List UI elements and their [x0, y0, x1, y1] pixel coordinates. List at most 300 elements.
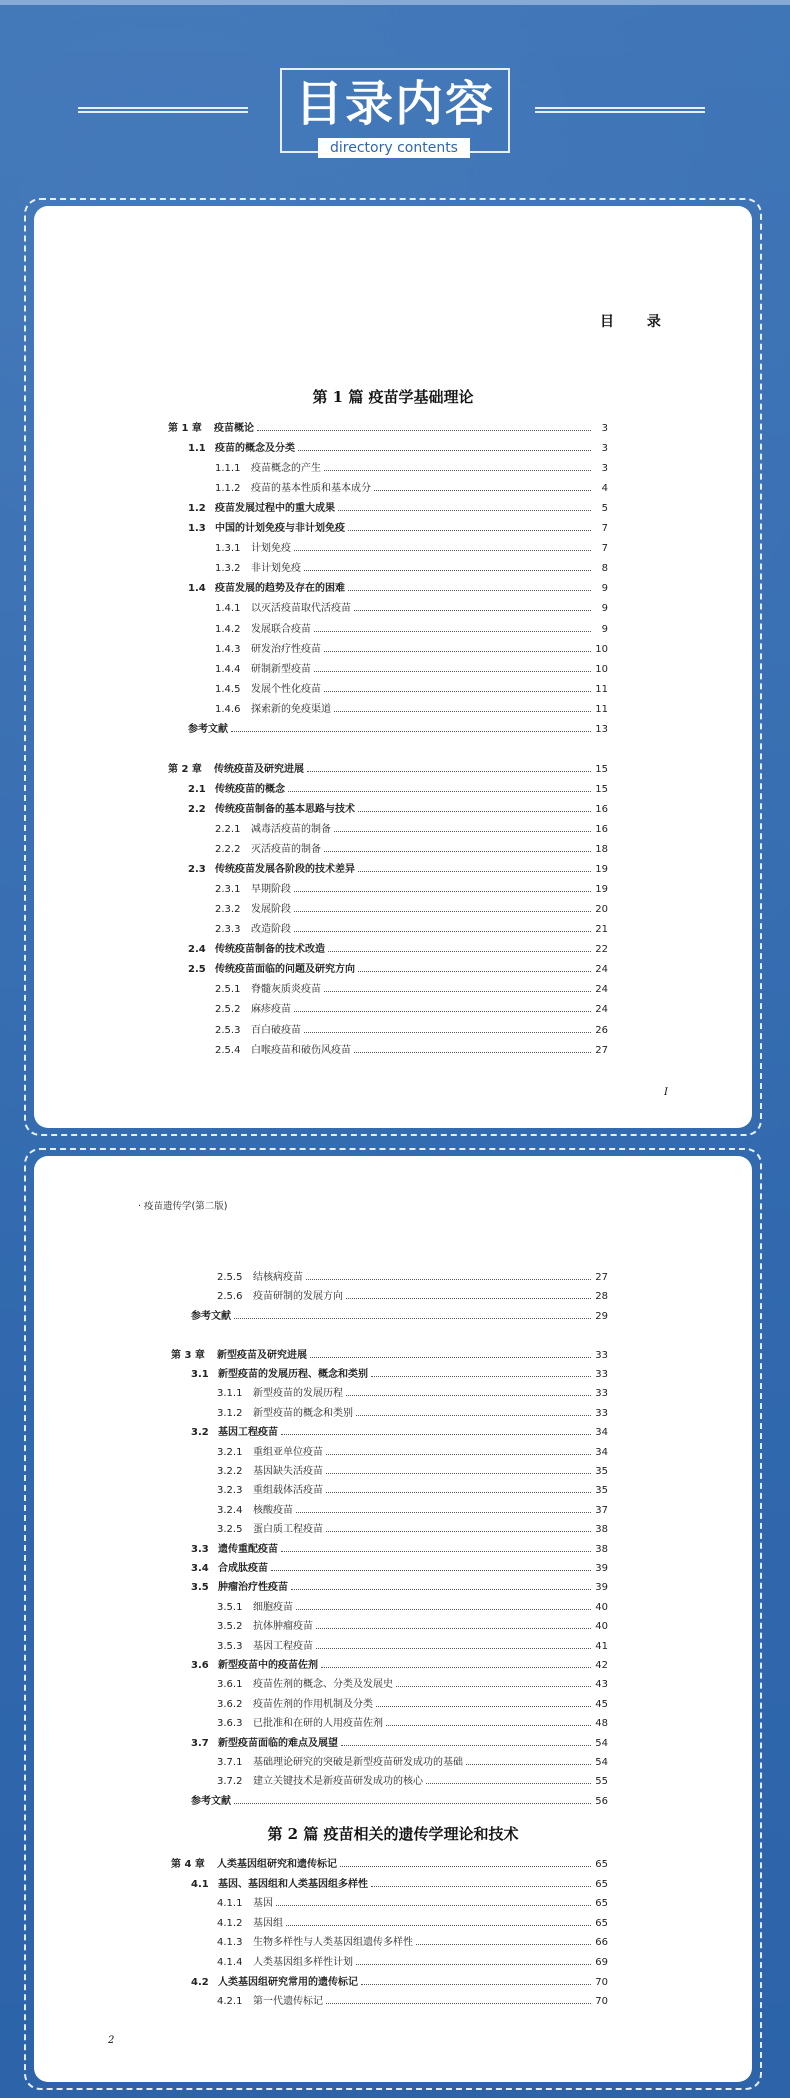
toc-entry-page: 70 — [595, 1976, 608, 1988]
toc-leader-dots — [304, 561, 591, 571]
toc-entry-page: 33 — [595, 1407, 608, 1419]
toc-leader-dots — [396, 1677, 591, 1687]
toc-entry-page: 22 — [595, 944, 608, 956]
toc-entry — [217, 1386, 608, 1400]
toc-entry-number: 2.3.3 — [215, 924, 241, 936]
toc-entry-title: 疫苗发展过程中的重大成果 — [215, 503, 335, 515]
toc-entry-page: 9 — [601, 623, 608, 635]
toc-entry-page: 56 — [595, 1795, 608, 1807]
toc-entry-number: 3.2.4 — [217, 1504, 243, 1516]
toc-entry-title: 麻疹疫苗 — [251, 1004, 291, 1016]
header-subtitle: directory contents — [318, 138, 470, 158]
toc-entry — [171, 1348, 608, 1362]
toc-leader-dots — [306, 1270, 591, 1280]
toc-entry-page: 28 — [595, 1291, 608, 1303]
toc-entry — [217, 1697, 608, 1711]
toc-entry — [215, 1002, 608, 1016]
toc-entry — [217, 1503, 608, 1517]
toc-entry-page: 38 — [595, 1524, 608, 1536]
toc-entry-page: 33 — [595, 1369, 608, 1380]
toc-entry — [215, 682, 608, 696]
toc-entry-page: 20 — [595, 904, 608, 916]
toc-entry-title: 传统疫苗制备的技术改造 — [215, 944, 325, 956]
toc-leader-dots — [326, 1445, 591, 1455]
toc-leader-dots — [326, 1522, 591, 1532]
toc-entry-title: 基因组 — [253, 1917, 283, 1929]
toc-entry-number: 3.1.1 — [217, 1388, 243, 1400]
toc-entry — [217, 1774, 608, 1788]
toc-entry-page: 15 — [595, 783, 608, 795]
toc-entry-number: 1.4.4 — [215, 663, 241, 675]
toc-leader-dots — [257, 421, 591, 431]
toc-entry-number: 3.5 — [191, 1582, 209, 1594]
toc-entry — [215, 642, 608, 656]
header-rule-left — [78, 107, 248, 113]
toc-leader-dots — [294, 541, 591, 551]
toc-leader-dots — [296, 1503, 591, 1513]
toc-entry-page: 66 — [595, 1937, 608, 1949]
toc-entry-page: 3 — [601, 423, 608, 434]
toc-leader-dots — [358, 962, 591, 972]
toc-entry-title: 疫苗的概念及分类 — [215, 443, 295, 455]
toc-entry-page: 27 — [595, 1272, 608, 1283]
toc-entry — [191, 1561, 608, 1575]
toc-entry-title: 合成肽疫苗 — [218, 1563, 268, 1574]
toc-entry-page: 48 — [595, 1718, 608, 1730]
running-head: · 疫苗遗传学(第二版) — [138, 1201, 228, 1212]
toc-entry — [215, 561, 608, 575]
toc-entry-title: 基因、基因组和人类基因组多样性 — [218, 1878, 368, 1890]
toc-entry — [215, 541, 608, 555]
toc-entry-number: 3.2.1 — [217, 1446, 243, 1458]
page2-folio: 2 — [108, 2035, 115, 2046]
toc-entry — [217, 1483, 608, 1497]
toc-entry-page: 35 — [595, 1466, 608, 1477]
toc-entry-number: 2.5.5 — [217, 1272, 243, 1283]
toc-entry — [217, 1639, 608, 1653]
page1-folio: I — [664, 1087, 668, 1098]
toc-leader-dots — [271, 1561, 591, 1571]
toc-entry-number: 3.2.5 — [217, 1524, 243, 1536]
toc-entry — [188, 802, 608, 816]
toc-entry — [191, 1975, 608, 1989]
toc-entry-number: 2.5.4 — [215, 1044, 241, 1056]
toc-entry-title: 新型疫苗中的疫苗佐剂 — [218, 1660, 318, 1671]
toc-entry-number: 3.1.2 — [217, 1407, 243, 1419]
toc-entry-number: 3.2 — [191, 1427, 209, 1439]
toc-entry-number: 2.1 — [188, 783, 206, 795]
toc-entry-page: 40 — [595, 1621, 608, 1633]
toc-entry-page: 15 — [595, 763, 608, 775]
toc-entry — [168, 421, 608, 435]
toc-entry-number: 1.1.2 — [215, 483, 241, 495]
toc-entry-number: 4.2.1 — [217, 1996, 243, 2008]
toc-entry — [217, 1619, 608, 1633]
toc-entry-title: 非计划免疫 — [251, 563, 301, 575]
toc-entry-page: 7 — [601, 543, 608, 555]
toc-entry-title: 基础理论研究的突破是新型疫苗研发成功的基础 — [253, 1757, 463, 1768]
toc-entry-page: 40 — [595, 1601, 608, 1613]
toc-entry — [217, 1916, 608, 1930]
toc-leader-dots — [324, 842, 591, 852]
toc-leader-dots — [348, 521, 591, 531]
toc-entry-number: 2.2 — [188, 803, 206, 815]
toc-leader-dots — [358, 862, 591, 872]
toc-entry-title: 人类基因组研究常用的遗传标记 — [218, 1976, 358, 1988]
toc-entry-number: 3.3 — [191, 1543, 209, 1555]
toc-entry-title: 参考文献 — [188, 723, 228, 735]
toc-entry — [215, 702, 608, 716]
toc-entry — [217, 1600, 608, 1614]
toc-entry — [217, 1955, 608, 1969]
toc-leader-dots — [334, 702, 591, 712]
toc-entry-title: 新型疫苗的发展历程、概念和类别 — [218, 1369, 368, 1380]
toc-entry-page: 42 — [595, 1660, 608, 1671]
toc-entry — [215, 622, 608, 636]
toc-entry-page: 33 — [595, 1388, 608, 1400]
toc-entry — [217, 1445, 608, 1459]
toc-entry-number: 1.3.2 — [215, 563, 241, 575]
toc-entry-title: 疫苗研制的发展方向 — [253, 1291, 343, 1303]
toc-entry-number: 第 4 章 — [171, 1859, 205, 1870]
toc-leader-dots — [324, 642, 591, 652]
toc-entry-page: 3 — [601, 443, 608, 455]
toc-entry-page: 65 — [595, 1859, 608, 1870]
header-rule-right — [535, 107, 705, 113]
toc-entry — [217, 1289, 608, 1303]
toc-entry-title: 以灭活疫苗取代活疫苗 — [251, 603, 351, 615]
toc-entry — [191, 1736, 608, 1750]
toc-leader-dots — [310, 1348, 591, 1358]
toc-entry-page: 16 — [595, 824, 608, 835]
toc-leader-dots — [281, 1542, 591, 1552]
toc-leader-dots — [376, 1697, 591, 1707]
toc-entry-number: 3.6.2 — [217, 1698, 243, 1710]
toc-entry-page: 8 — [601, 563, 608, 575]
toc-entry-title: 脊髓灰质炎疫苗 — [251, 984, 321, 996]
toc-entry-title: 中国的计划免疫与非计划免疫 — [215, 523, 345, 535]
toc-entry-number: 2.2.1 — [215, 824, 241, 835]
header-title: 目录内容 — [294, 76, 495, 132]
toc-leader-dots — [416, 1935, 591, 1945]
toc-entry — [215, 601, 608, 615]
toc-entry — [217, 1464, 608, 1478]
toc-leader-dots — [328, 942, 591, 952]
toc-entry-title: 参考文献 — [191, 1795, 231, 1807]
toc-entry-number: 4.1.2 — [217, 1917, 243, 1929]
toc-leader-dots — [234, 1794, 591, 1804]
toc-leader-dots — [346, 1289, 591, 1299]
toc-entry-page: 26 — [595, 1024, 608, 1036]
toc-entry-number: 2.5.1 — [215, 984, 241, 996]
toc-entry — [188, 581, 608, 595]
toc-entry-page: 24 — [595, 1004, 608, 1016]
toc-leader-dots — [334, 822, 591, 832]
toc-leader-dots — [281, 1425, 591, 1435]
toc-leader-dots — [321, 1658, 591, 1668]
toc-entry-title: 疫苗的基本性质和基本成分 — [251, 483, 371, 495]
toc-entry-title: 第一代遗传标记 — [253, 1996, 323, 2008]
toc-leader-dots — [348, 581, 591, 591]
toc-leader-dots — [286, 1916, 591, 1926]
toc-entry — [188, 501, 608, 515]
toc-entry-number: 1.3.1 — [215, 543, 241, 555]
toc-entry-number: 4.1.3 — [217, 1937, 243, 1949]
toc-entry — [215, 1043, 608, 1057]
toc-entry-page: 65 — [595, 1917, 608, 1929]
toc-entry — [188, 521, 608, 535]
toc-leader-dots — [324, 461, 591, 471]
toc-entry-page: 70 — [595, 1996, 608, 2008]
toc-entry — [188, 942, 608, 956]
toc-entry-page: 39 — [595, 1582, 608, 1594]
toc-entry-page: 13 — [595, 723, 608, 735]
toc-entry-number: 2.3.1 — [215, 884, 241, 896]
toc-leader-dots — [314, 622, 591, 632]
toc-entry-number: 3.7.2 — [217, 1776, 243, 1788]
toc-entry-page: 34 — [595, 1427, 608, 1439]
toc-entry-page: 54 — [595, 1757, 608, 1768]
toc-entry-number: 第 2 章 — [168, 763, 202, 775]
toc-leader-dots — [341, 1736, 591, 1746]
toc-leader-dots — [326, 1464, 591, 1474]
toc-entry-page: 11 — [595, 703, 608, 715]
toc-entry-number: 1.4 — [188, 583, 206, 595]
toc-entry — [217, 1716, 608, 1730]
toc-entry-title: 灭活疫苗的制备 — [251, 844, 321, 856]
toc-entry-number: 1.4.2 — [215, 623, 241, 635]
toc-entry-number: 1.4.5 — [215, 683, 241, 695]
toc-leader-dots — [426, 1774, 591, 1784]
toc-entry-title: 研发治疗性疫苗 — [251, 643, 321, 655]
toc-entry-number: 3.7 — [191, 1737, 209, 1749]
toc-entry-title: 传统疫苗发展各阶段的技术差异 — [215, 864, 355, 876]
toc-leader-dots — [316, 1639, 591, 1649]
toc-entry — [191, 1425, 608, 1439]
toc-leader-dots — [358, 802, 591, 812]
toc-entry-title: 疫苗发展的趋势及存在的困难 — [215, 583, 345, 595]
toc-entry-page: 16 — [595, 803, 608, 815]
toc-entry-title: 核酸疫苗 — [253, 1504, 293, 1516]
toc-entry-number: 3.2.2 — [217, 1466, 243, 1477]
toc-entry-page: 24 — [595, 984, 608, 996]
toc-entry — [217, 1406, 608, 1420]
toc-entry-title: 新型疫苗的发展历程 — [253, 1388, 343, 1400]
toc-entry-title: 人类基因组多样性计划 — [253, 1957, 353, 1968]
toc-entry — [191, 1794, 608, 1808]
toc-leader-dots — [276, 1896, 591, 1906]
toc-entry-number: 3.6.1 — [217, 1679, 243, 1691]
toc-entry-page: 69 — [595, 1957, 608, 1968]
toc-entry — [215, 1023, 608, 1037]
toc-entry-page: 9 — [601, 583, 608, 595]
toc-leader-dots — [324, 982, 591, 992]
toc-entry-page: 5 — [601, 503, 608, 515]
toc-entry-number: 第 3 章 — [171, 1349, 205, 1361]
toc-leader-dots — [371, 1877, 591, 1887]
toc-entry-number: 3.2.3 — [217, 1485, 243, 1497]
toc-entry — [215, 662, 608, 676]
toc-leader-dots — [294, 922, 591, 932]
toc-leader-dots — [294, 1002, 591, 1012]
toc-leader-dots — [354, 601, 591, 611]
toc-entry-title: 计划免疫 — [251, 543, 291, 555]
toc-entry — [188, 782, 608, 796]
toc-entry-page: 41 — [595, 1640, 608, 1652]
toc-entry — [217, 1896, 608, 1910]
toc-entry — [191, 1542, 608, 1556]
toc-entry-number: 3.1 — [191, 1369, 209, 1380]
toc-entry-number: 2.3.2 — [215, 904, 241, 916]
toc-entry — [188, 441, 608, 455]
toc-leader-dots — [324, 682, 591, 692]
toc-entry-title: 参考文献 — [191, 1310, 231, 1322]
toc-entry-number: 1.1 — [188, 443, 206, 455]
toc-entry-number: 2.4 — [188, 944, 206, 956]
toc-entry-number: 3.5.3 — [217, 1640, 243, 1652]
toc-leader-dots — [291, 1580, 591, 1590]
toc-entry-page: 34 — [595, 1446, 608, 1458]
toc-entry — [191, 1580, 608, 1594]
toc-entry — [188, 722, 608, 736]
toc-entry-title: 重组载体活疫苗 — [253, 1485, 323, 1497]
toc-entry — [215, 982, 608, 996]
toc-entry-title: 新型疫苗面临的难点及展望 — [218, 1737, 338, 1749]
toc-entry-number: 4.1.1 — [217, 1898, 243, 1910]
toc-entry-title: 疫苗佐剂的作用机制及分类 — [253, 1698, 373, 1710]
toc-entry-number: 1.3 — [188, 523, 206, 535]
toc-entry-title: 细胞疫苗 — [253, 1601, 293, 1613]
toc-entry-page: 3 — [601, 463, 608, 475]
toc-entry — [215, 461, 608, 475]
toc-entry-title: 早期阶段 — [251, 884, 291, 896]
toc-entry-page: 55 — [595, 1776, 608, 1788]
toc-entry — [217, 1677, 608, 1691]
toc-leader-dots — [340, 1857, 591, 1867]
toc-entry-title: 基因工程疫苗 — [253, 1640, 313, 1652]
toc-entry-title: 白喉疫苗和破伤风疫苗 — [251, 1044, 351, 1056]
toc-entry-number: 3.7.1 — [217, 1757, 243, 1768]
toc-entry-title: 基因工程疫苗 — [218, 1427, 278, 1439]
toc-entry-title: 研制新型疫苗 — [251, 663, 311, 675]
toc-entry-title: 重组亚单位疫苗 — [253, 1446, 323, 1458]
toc-leader-dots — [356, 1406, 591, 1416]
toc-leader-dots — [326, 1483, 591, 1493]
toc-entry-page: 10 — [595, 663, 608, 675]
toc-entry-title: 传统疫苗制备的基本思路与技术 — [215, 803, 355, 815]
toc-entry — [191, 1367, 608, 1381]
toc-entry-page: 65 — [595, 1898, 608, 1910]
toc-entry-number: 3.5.2 — [217, 1621, 243, 1633]
toc-entry — [215, 481, 608, 495]
toc-leader-dots — [326, 1994, 591, 2004]
part1-heading: 第 1 篇 疫苗学基础理论 — [312, 388, 474, 406]
toc-entry-page: 43 — [595, 1679, 608, 1691]
toc-entry-page: 39 — [595, 1563, 608, 1574]
toc-leader-dots — [374, 481, 591, 491]
toc-entry-title: 新型疫苗及研究进展 — [217, 1349, 307, 1361]
toc-leader-dots — [234, 1309, 591, 1319]
toc-entry-title: 基因 — [253, 1898, 273, 1910]
toc-entry-number: 4.1.4 — [217, 1957, 243, 1968]
toc-entry-page: 29 — [595, 1310, 608, 1322]
toc-entry-number: 2.5.2 — [215, 1004, 241, 1016]
toc-entry-title: 蛋白质工程疫苗 — [253, 1524, 323, 1536]
toc-entry — [171, 1857, 608, 1871]
toc-leader-dots — [296, 1600, 591, 1610]
toc-entry-title: 疫苗概念的产生 — [251, 463, 321, 475]
toc-entry — [168, 762, 608, 776]
toc-entry-number: 2.3 — [188, 864, 206, 876]
toc-entry-title: 生物多样性与人类基因组遗传多样性 — [253, 1937, 413, 1949]
toc-entry-title: 发展个性化疫苗 — [251, 683, 321, 695]
toc-entry — [215, 822, 608, 836]
toc-entry — [217, 1270, 608, 1284]
toc-leader-dots — [466, 1755, 591, 1765]
toc-entry-title: 建立关键技术是新疫苗研发成功的核心 — [253, 1776, 423, 1788]
toc-leader-dots — [294, 902, 591, 912]
toc-leader-dots — [356, 1955, 591, 1965]
toc-entry-title: 传统疫苗的概念 — [215, 783, 285, 795]
toc-entry-title: 发展联合疫苗 — [251, 623, 311, 635]
toc-entry-page: 65 — [595, 1878, 608, 1890]
toc-entry-number: 2.5.3 — [215, 1024, 241, 1036]
toc-entry-number: 3.6.3 — [217, 1718, 243, 1730]
toc-entry-title: 肿瘤治疗性疫苗 — [218, 1582, 288, 1594]
toc-entry-title: 百白破疫苗 — [251, 1024, 301, 1036]
top-strip — [0, 0, 790, 5]
toc-entry-page: 4 — [601, 483, 608, 495]
toc-leader-dots — [361, 1975, 591, 1985]
toc-entry — [191, 1309, 608, 1323]
toc-entry-title: 新型疫苗的概念和类别 — [253, 1407, 353, 1419]
toc-leader-dots — [304, 1023, 591, 1033]
toc-entry-page: 27 — [595, 1044, 608, 1056]
toc-entry-page: 7 — [601, 523, 608, 535]
toc-entry — [215, 842, 608, 856]
toc-entry — [215, 882, 608, 896]
toc-entry-number: 3.5.1 — [217, 1601, 243, 1613]
toc-entry-number: 1.4.6 — [215, 703, 241, 715]
toc-entry-title: 传统疫苗面临的问题及研究方向 — [215, 964, 355, 976]
toc-entry-title: 已批准和在研的人用疫苗佐剂 — [253, 1718, 383, 1730]
toc-entry-number: 3.6 — [191, 1660, 209, 1671]
toc-entry-title: 探索新的免疫渠道 — [251, 703, 331, 715]
toc-entry-page: 11 — [595, 683, 608, 695]
toc-leader-dots — [354, 1043, 591, 1053]
toc-leader-dots — [231, 722, 591, 732]
toc-entry-title: 遗传重配疫苗 — [218, 1543, 278, 1555]
toc-leader-dots — [386, 1716, 591, 1726]
toc-entry — [191, 1877, 608, 1891]
toc-leader-dots — [294, 882, 591, 892]
toc-entry-page: 38 — [595, 1543, 608, 1555]
toc-entry — [217, 1522, 608, 1536]
toc-entry-title: 人类基因组研究和遗传标记 — [217, 1859, 337, 1870]
toc-entry-page: 19 — [595, 884, 608, 896]
toc-entry — [217, 1994, 608, 2008]
toc-entry-page: 33 — [595, 1349, 608, 1361]
toc-entry-number: 第 1 章 — [168, 423, 202, 434]
toc-entry-title: 传统疫苗及研究进展 — [214, 763, 304, 775]
toc-leader-dots — [307, 762, 591, 772]
toc-entry-title: 减毒活疫苗的制备 — [251, 824, 331, 835]
toc-heading: 目 录 — [600, 314, 675, 330]
toc-entry-number: 2.2.2 — [215, 844, 241, 856]
toc-leader-dots — [346, 1386, 591, 1396]
toc-entry-page: 45 — [595, 1698, 608, 1710]
toc-entry-number: 1.4.1 — [215, 603, 241, 615]
